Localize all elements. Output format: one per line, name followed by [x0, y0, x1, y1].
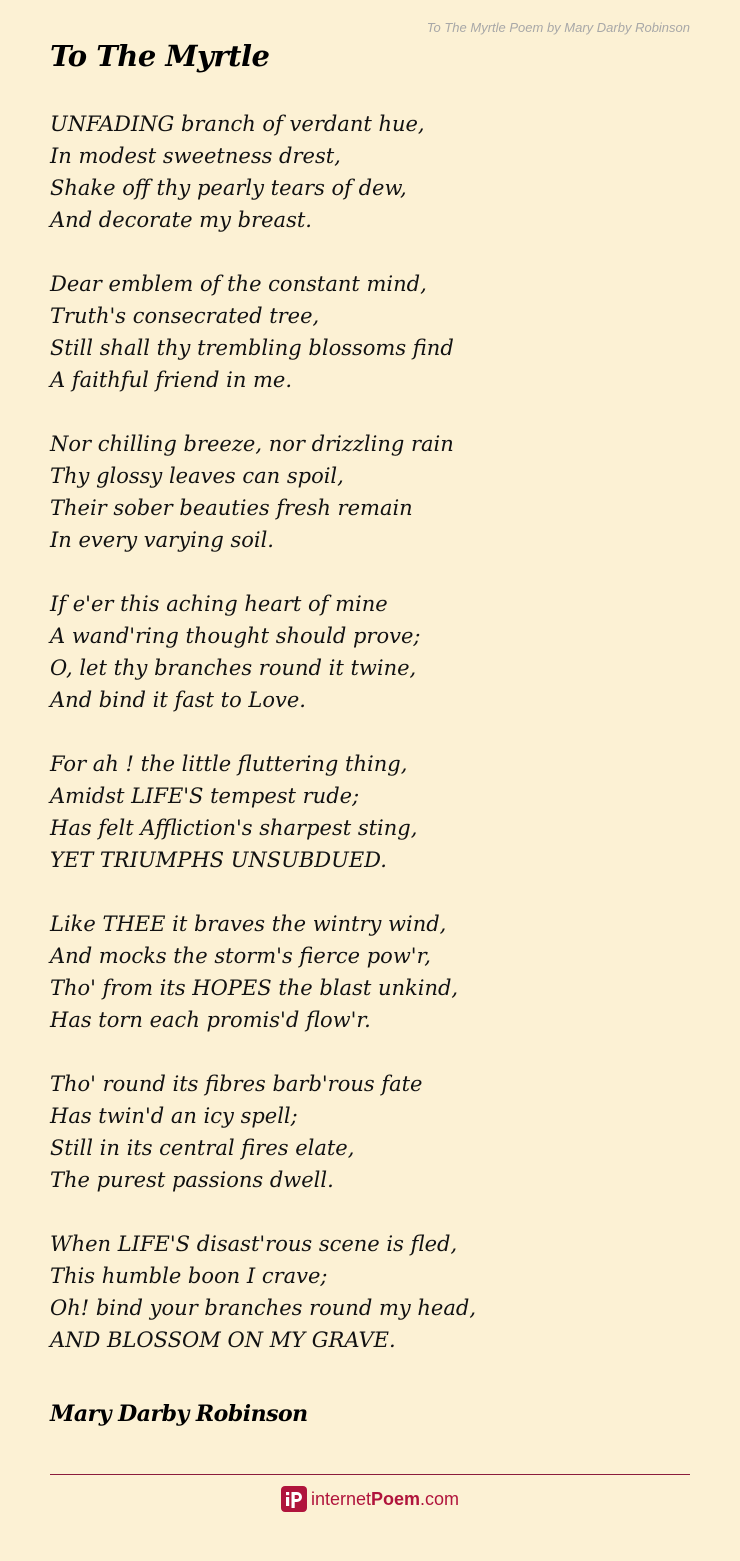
stanza [50, 268, 710, 396]
poem-line: Dear emblem of the constant mind, [50, 272, 427, 296]
poem-line: And mocks the storm's fierce pow'r, [50, 944, 431, 968]
stanza [50, 1228, 710, 1356]
poem-line: UNFADING branch of verdant hue, [50, 112, 425, 136]
poem-credit-header: To The Myrtle Poem by Mary Darby Robinson [426, 20, 690, 35]
stanza [50, 1068, 710, 1196]
footer-logo-text [311, 1486, 459, 1512]
poem-line: And bind it fast to Love. [50, 688, 306, 712]
poem-line: Tho' from its HOPES the blast unkind, [50, 976, 459, 1000]
poem-line: Has felt Affliction's sharpest sting, [50, 816, 418, 840]
poem-line: For ah ! the little fluttering thing, [50, 752, 408, 776]
poem-line: In every varying soil. [50, 528, 274, 552]
poem-line: Like THEE it braves the wintry wind, [50, 912, 447, 936]
logo-text-prefix: internet [310, 1489, 371, 1509]
footer-divider [50, 1474, 690, 1475]
poem-line: In modest sweetness drest, [50, 144, 341, 168]
poem-line: Still shall thy trembling blossoms find [50, 336, 454, 360]
poem-line: Has twin'd an icy spell; [50, 1104, 298, 1128]
poem-line: Oh! bind your branches round my head, [50, 1296, 476, 1320]
poem-line: Nor chilling breeze, nor drizzling rain [50, 432, 454, 456]
footer-logo-link[interactable] [0, 1486, 740, 1512]
poem-line: Shake off thy pearly tears of dew, [50, 176, 407, 200]
logo-text-suffix: .com [420, 1489, 460, 1509]
poem-line: This humble boon I crave; [50, 1264, 328, 1288]
poem-line: Amidst LIFE'S tempest rude; [50, 784, 360, 808]
poem-line: Has torn each promis'd flow'r. [50, 1008, 371, 1032]
stanza [50, 108, 710, 236]
internetpoem-ip-logo-icon [281, 1486, 307, 1512]
poem-line: Thy glossy leaves can spoil, [50, 464, 344, 488]
poem-line: Still in its central fires elate, [50, 1136, 355, 1160]
stanza [50, 748, 710, 876]
stanza [50, 588, 710, 716]
poem-line: A faithful friend in me. [50, 368, 293, 392]
poem-line: AND BLOSSOM ON MY GRAVE. [50, 1328, 396, 1352]
poem-line: If e'er this aching heart of mine [50, 592, 388, 616]
poem-line: Truth's consecrated tree, [50, 304, 320, 328]
poem-line: The purest passions dwell. [50, 1168, 334, 1192]
poem-body [50, 108, 710, 1388]
poem-line: Their sober beauties fresh remain [50, 496, 413, 520]
poem-line: A wand'ring thought should prove; [50, 624, 421, 648]
poem-line: Tho' round its fibres barb'rous fate [50, 1072, 423, 1096]
stanza [50, 908, 710, 1036]
poem-line: O, let thy branches round it twine, [50, 656, 417, 680]
poem-author: Mary Darby Robinson [50, 1401, 308, 1427]
stanza [50, 428, 710, 556]
poem-line: And decorate my breast. [50, 208, 312, 232]
logo-text-bold: Poem [371, 1489, 421, 1509]
poem-title: To The Myrtle [50, 39, 270, 73]
poem-line: YET TRIUMPHS UNSUBDUED. [50, 848, 387, 872]
poem-line: When LIFE'S disast'rous scene is fled, [50, 1232, 458, 1256]
